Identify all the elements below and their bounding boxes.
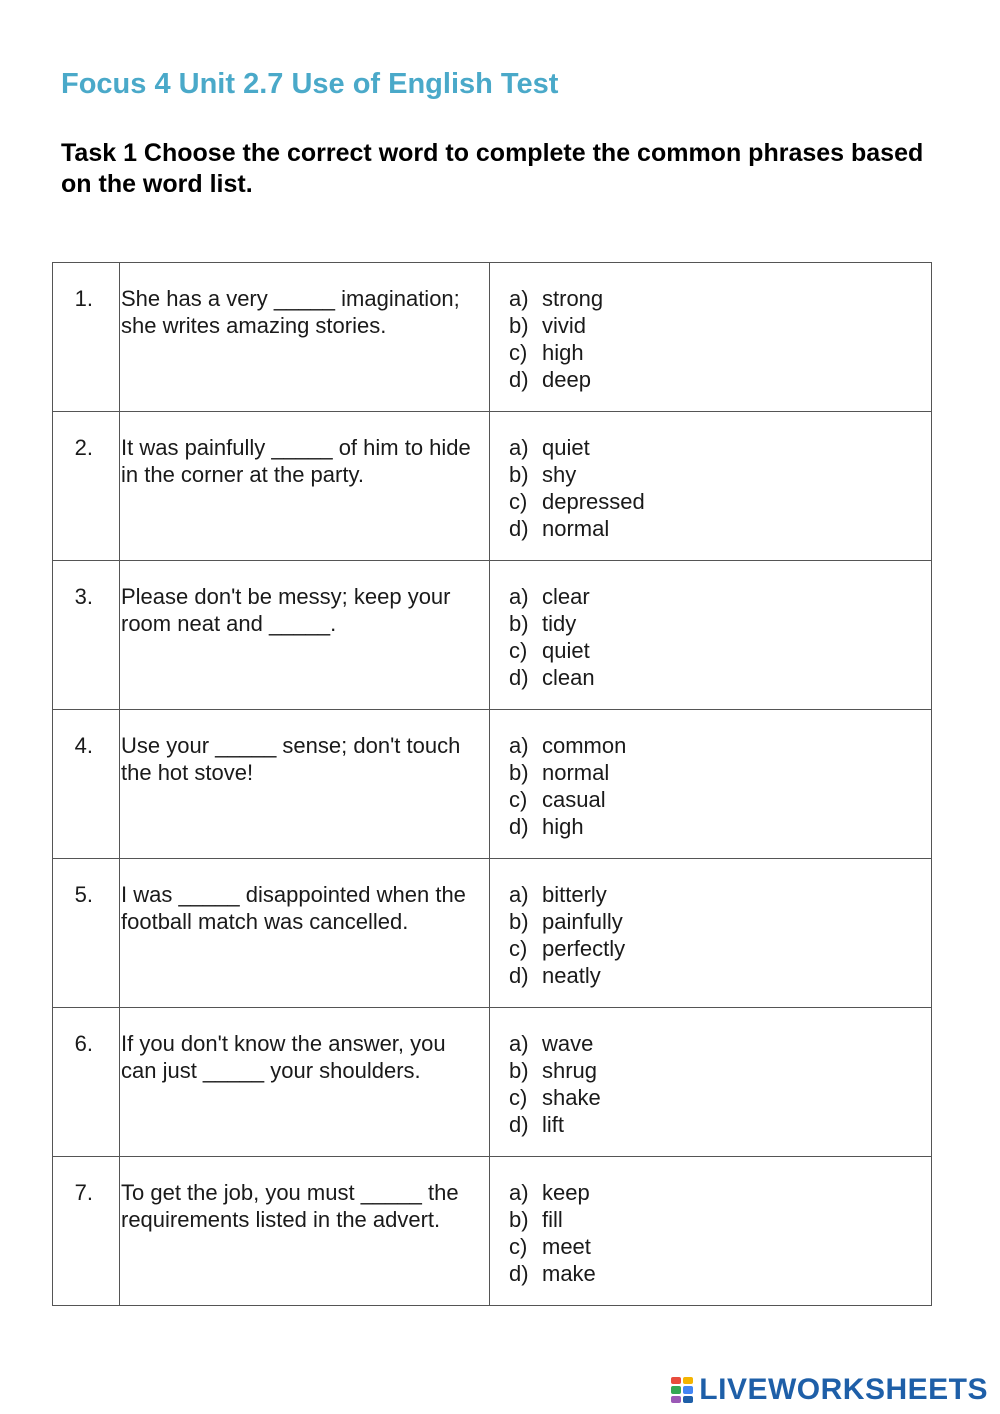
- logo-square: [671, 1396, 681, 1403]
- answer-option-text: quiet: [542, 638, 590, 663]
- answer-option[interactable]: [509, 637, 931, 664]
- answer-options-cell: [490, 859, 932, 1008]
- answer-option-text: clean: [542, 665, 595, 690]
- task-instructions: Task 1 Choose the correct word to complete the common phrases based on the word list.: [61, 139, 924, 198]
- answer-options-list: [490, 1008, 931, 1138]
- answer-option-letter: b): [509, 1058, 529, 1083]
- question-number-cell: [53, 263, 120, 412]
- answer-option[interactable]: [509, 339, 931, 366]
- question-sentence: She has a very _____ imagination; she writes amazing stories.: [121, 286, 460, 338]
- answer-option-text: painfully: [542, 909, 623, 934]
- answer-option[interactable]: [509, 583, 931, 610]
- question-sentence-cell: [120, 710, 490, 859]
- answer-option-letter: c): [509, 936, 528, 961]
- answer-option-text: high: [542, 814, 584, 839]
- answer-options-list: [490, 859, 931, 989]
- answer-option[interactable]: [509, 935, 931, 962]
- question-number-cell: [53, 1157, 120, 1306]
- answer-option-text: normal: [542, 760, 610, 785]
- answer-options-cell: [490, 412, 932, 561]
- answer-options-cell: [490, 263, 932, 412]
- answer-option[interactable]: [509, 1030, 931, 1057]
- question-number: 4.: [74, 733, 93, 758]
- answer-options-list: [490, 1157, 931, 1287]
- answer-option-letter: b): [509, 760, 529, 785]
- answer-option-letter: c): [509, 340, 528, 365]
- answer-option[interactable]: [509, 285, 931, 312]
- answer-option-text: normal: [542, 516, 610, 541]
- question-sentence: If you don't know the answer, you can just _____ your shoulders.: [121, 1031, 446, 1083]
- answer-option-text: shake: [542, 1085, 601, 1110]
- answer-options-list: [490, 561, 931, 691]
- answer-option-text: bitterly: [542, 882, 607, 907]
- answer-options-cell: [490, 561, 932, 710]
- answer-option-text: depressed: [542, 489, 645, 514]
- answer-option[interactable]: [509, 813, 931, 840]
- answer-option-letter: d): [509, 1112, 529, 1137]
- questions-table: [52, 262, 932, 1306]
- question-sentence: To get the job, you must _____ the requirements listed in the advert.: [121, 1180, 459, 1232]
- answer-option[interactable]: [509, 786, 931, 813]
- question-sentence: It was painfully _____ of him to hide in the corner at the party.: [121, 435, 471, 487]
- answer-option-text: wave: [542, 1031, 594, 1056]
- answer-option[interactable]: [509, 962, 931, 989]
- question-row: [53, 1008, 932, 1157]
- answer-option-letter: a): [509, 435, 529, 460]
- question-number: 3.: [74, 584, 93, 609]
- answer-option-letter: d): [509, 963, 529, 988]
- answer-options-list: [490, 710, 931, 840]
- answer-option[interactable]: [509, 366, 931, 393]
- answer-option[interactable]: [509, 1260, 931, 1287]
- question-sentence-cell: [120, 263, 490, 412]
- question-sentence: Use your _____ sense; don't touch the hot stove!: [121, 733, 461, 785]
- answer-option-letter: a): [509, 733, 529, 758]
- answer-option-letter: c): [509, 638, 528, 663]
- answer-options-cell: [490, 1008, 932, 1157]
- question-sentence: Please don't be messy; keep your room neat and _____.: [121, 584, 451, 636]
- question-number-cell: [53, 561, 120, 710]
- logo-square: [683, 1377, 693, 1384]
- question-number: 2.: [74, 435, 93, 460]
- answer-option-letter: b): [509, 1207, 529, 1232]
- answer-option[interactable]: [509, 664, 931, 691]
- answer-option-text: clear: [542, 584, 590, 609]
- question-row: [53, 561, 932, 710]
- answer-option-text: meet: [542, 1234, 591, 1259]
- answer-option-text: common: [542, 733, 627, 758]
- answer-options-cell: [490, 710, 932, 859]
- answer-option[interactable]: [509, 759, 931, 786]
- question-sentence-cell: [120, 561, 490, 710]
- question-number-cell: [53, 412, 120, 561]
- question-number-cell: [53, 710, 120, 859]
- question-number: 7.: [74, 1180, 93, 1205]
- question-row: [53, 859, 932, 1008]
- answer-option-letter: b): [509, 909, 529, 934]
- answer-option[interactable]: [509, 732, 931, 759]
- answer-option[interactable]: [509, 908, 931, 935]
- answer-option-text: casual: [542, 787, 606, 812]
- question-sentence: I was _____ disappointed when the football match was cancelled.: [121, 882, 466, 934]
- answer-option-letter: d): [509, 665, 529, 690]
- answer-options-cell: [490, 1157, 932, 1306]
- answer-option-text: neatly: [542, 963, 601, 988]
- answer-option-text: perfectly: [542, 936, 626, 961]
- page-title: Focus 4 Unit 2.7 Use of English Test: [61, 68, 559, 100]
- answer-option-text: quiet: [542, 435, 590, 460]
- answer-option-letter: c): [509, 489, 528, 514]
- question-sentence-cell: [120, 1008, 490, 1157]
- answer-option-letter: d): [509, 516, 529, 541]
- logo-square: [671, 1377, 681, 1384]
- answer-option-letter: a): [509, 286, 529, 311]
- answer-option[interactable]: [509, 1084, 931, 1111]
- question-sentence-cell: [120, 412, 490, 561]
- question-row: [53, 710, 932, 859]
- question-sentence-cell: [120, 1157, 490, 1306]
- answer-option-text: make: [542, 1261, 596, 1286]
- answer-option-text: strong: [542, 286, 604, 311]
- liveworksheets-logo: [671, 1372, 988, 1408]
- logo-square: [683, 1386, 693, 1393]
- answer-options-list: [490, 412, 931, 542]
- answer-option[interactable]: [509, 434, 931, 461]
- answer-option-letter: b): [509, 611, 529, 636]
- question-number-cell: [53, 1008, 120, 1157]
- answer-option-letter: d): [509, 1261, 529, 1286]
- answer-option-letter: a): [509, 882, 529, 907]
- answer-option-text: lift: [542, 1112, 564, 1137]
- question-number: 5.: [74, 882, 93, 907]
- answer-option-text: shy: [542, 462, 577, 487]
- answer-option[interactable]: [509, 488, 931, 515]
- answer-option-letter: c): [509, 1234, 528, 1259]
- answer-option[interactable]: [509, 1111, 931, 1138]
- answer-option-text: shrug: [542, 1058, 598, 1083]
- question-row: [53, 1157, 932, 1306]
- answer-option-text: tidy: [542, 611, 577, 636]
- answer-option-letter: c): [509, 1085, 528, 1110]
- answer-option[interactable]: [509, 610, 931, 637]
- question-number: 1.: [74, 286, 93, 311]
- answer-option-letter: b): [509, 462, 529, 487]
- answer-option-text: high: [542, 340, 584, 365]
- answer-option-text: deep: [542, 367, 591, 392]
- question-number-cell: [53, 859, 120, 1008]
- answer-option-text: vivid: [542, 313, 587, 338]
- answer-option[interactable]: [509, 515, 931, 542]
- answer-option-text: fill: [542, 1207, 563, 1232]
- answer-option-letter: a): [509, 584, 529, 609]
- answer-options-list: [490, 263, 931, 393]
- answer-option-letter: a): [509, 1180, 529, 1205]
- answer-option[interactable]: [509, 881, 931, 908]
- answer-option[interactable]: [509, 461, 931, 488]
- answer-option-letter: a): [509, 1031, 529, 1056]
- question-row: [53, 412, 932, 561]
- question-row: [53, 263, 932, 412]
- question-sentence-cell: [120, 859, 490, 1008]
- answer-option[interactable]: [509, 312, 931, 339]
- liveworksheets-logo-icon: [671, 1377, 693, 1403]
- question-number: 6.: [74, 1031, 93, 1056]
- answer-option[interactable]: [509, 1179, 931, 1206]
- logo-square: [671, 1386, 681, 1393]
- answer-option[interactable]: [509, 1206, 931, 1233]
- answer-option[interactable]: [509, 1057, 931, 1084]
- answer-option-letter: b): [509, 313, 529, 338]
- answer-option-letter: d): [509, 367, 529, 392]
- logo-square: [683, 1396, 693, 1403]
- answer-option-text: keep: [542, 1180, 590, 1205]
- answer-option-letter: c): [509, 787, 528, 812]
- liveworksheets-logo-text: LIVEWORKSHEETS: [699, 1373, 988, 1406]
- answer-option[interactable]: [509, 1233, 931, 1260]
- answer-option-letter: d): [509, 814, 529, 839]
- questions-table-body: [53, 263, 932, 1306]
